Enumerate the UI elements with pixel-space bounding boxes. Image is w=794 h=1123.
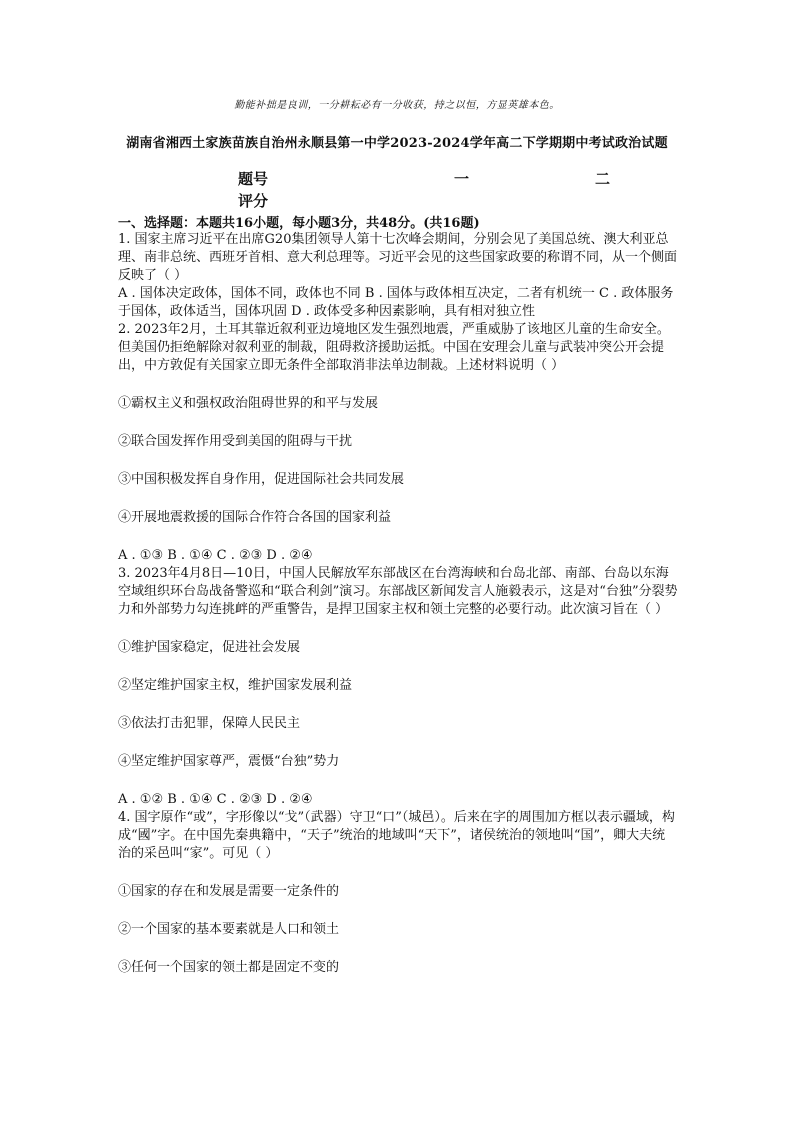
statement: ④开展地震救援的国际合作符合各国的国家利益	[118, 510, 392, 525]
motto: 勤能补拙是良训，一分耕耘必有一分收获，持之以恒，方显英雄本色。	[234, 100, 560, 111]
questions	[118, 231, 678, 987]
statement: ②一个国家的基本要素就是人口和领土	[118, 922, 340, 937]
question-3	[118, 565, 678, 809]
question-stem: 3. 2023年4月8日—10日，中国人民解放军东部战区在台湾海峡和台岛北部、南部、台岛以东海空域组织环台岛战备警巡和“联合利剑”演习。东部战区新闻发言人施毅表示，这是对“台独”分裂势力和外部势力勾连挑衅的严重警告，是捍卫国家主权和领土完整的必要行动。此次演习旨在（ ）	[118, 566, 678, 617]
question-4	[118, 809, 678, 977]
statement: ①维护国家稳定，促进社会发展	[118, 640, 301, 655]
statement: ③中国积极发挥自身作用，促进国际社会共同发展	[118, 472, 405, 487]
question-stem: 2. 2023年2月，土耳其靠近叙利亚边境地区发生强烈地震，严重威胁了该地区儿童的生命安全。但美国仍拒绝解除对叙利亚的制裁，阻碍救济援助运抵。中国在安理会儿童与武装冲突公开会提出，中方敦促有关国家立即无条件全部取消非法单边制裁。上述材料说明（ ）	[118, 322, 670, 373]
score-row-score	[238, 190, 678, 212]
exam-title: 湖南省湘西土家族苗族自治州永顺县第一中学2023-2024学年高二下学期期中考试政治试题	[126, 136, 668, 151]
score-row-header	[238, 168, 678, 190]
statement: ④坚定维护国家尊严，震慑“台独”势力	[118, 754, 340, 769]
score-table	[238, 168, 678, 212]
statement: ②联合国发挥作用受到美国的阻碍与干扰	[118, 434, 353, 449]
question-options: A . 国体决定政体，国体不同，政体也不同 B . 国体与政体相互决定，二者有机统一 C . 政体服务于国体，政体适当，国体巩固 D . 政体受多种因素影响，具有相对独立性	[118, 286, 674, 319]
statement: ①国家的存在和发展是需要一定条件的	[118, 884, 340, 899]
question-options: A . ①③ B . ①④ C . ②③ D . ②④	[118, 548, 313, 563]
statement: ③任何一个国家的领土都是固定不变的	[118, 960, 340, 975]
statement: ②坚定维护国家主权，维护国家发展利益	[118, 678, 353, 693]
score-col-1: 一	[454, 170, 470, 188]
section-title: 一、选择题：本题共16小题，每小题3分，共48分。(共16题)	[118, 216, 480, 231]
question-stem: 4. 国字原作“或”，字形像以“戈”（武器）守卫“口”（城邑）。后来在字的周围加方框以表示疆域，构成“國”字。在中国先秦典籍中，“天子”统治的地域叫“天下”，诸侯统治的领地叫“国”，卿大夫统治的采邑叫“家”。可见（ ）	[118, 810, 675, 861]
question-2	[118, 321, 678, 565]
score-label-question-number: 题号	[238, 170, 269, 188]
statement: ①霸权主义和强权政治阻碍世界的和平与发展	[118, 396, 379, 411]
question-1	[118, 231, 678, 321]
question-stem: 1. 国家主席习近平在出席G20集团领导人第十七次峰会期间，分别会见了美国总统、澳大利亚总理、南非总统、西班牙首相、意大利总理等。习近平会见的这些国家政要的称谓不同，从一个侧面反映了（ ）	[118, 232, 678, 283]
statement: ③依法打击犯罪，保障人民民主	[118, 716, 301, 731]
question-options: A . ①② B . ①④ C . ②③ D . ②④	[118, 792, 313, 807]
score-label-score: 评分	[238, 192, 269, 210]
score-col-2: 二	[595, 170, 611, 188]
